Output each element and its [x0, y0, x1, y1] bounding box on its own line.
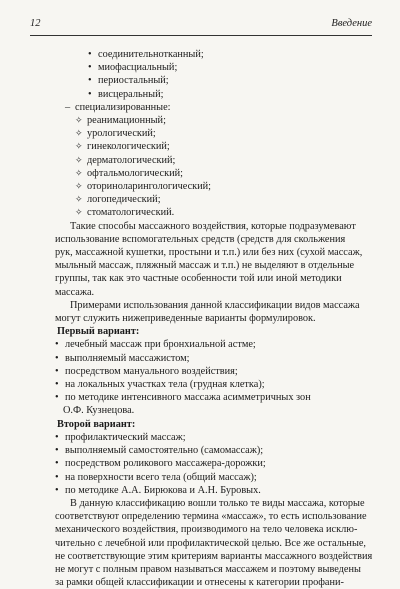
list-item: • выполняемый массажистом; [55, 352, 190, 364]
header-rule [30, 35, 372, 36]
diamond-icon: ✧ [75, 115, 83, 126]
list-item: ✧ урологический; [75, 128, 156, 140]
list-item: • на поверхности всего тела (общий массаж); [55, 471, 257, 483]
list-item: – специализированные: [65, 101, 171, 113]
diamond-icon: ✧ [75, 154, 83, 165]
list-item: ✧ оториноларингологический; [75, 181, 212, 193]
list-item: • профилактический массаж; [55, 431, 186, 443]
list-item: • по методике интенсивного массажа асимметричных зон [55, 392, 311, 404]
diamond-icon: ✧ [75, 128, 83, 139]
list-item: • по методике А.А. Бирюкова и А.Н. Буровых. [55, 484, 261, 496]
running-header [30, 18, 372, 34]
list-item: • висцеральный; [88, 88, 164, 100]
variant-heading: Второй вариант: [57, 418, 136, 430]
list-item: • посредством мануального воздействия; [55, 365, 238, 377]
variant-one [55, 325, 372, 417]
list-item: ✧ дерматологический; [75, 154, 176, 166]
list-item: • миофасциальный; [88, 62, 178, 74]
variant-two [55, 418, 372, 497]
diamond-icon: ✧ [75, 167, 83, 178]
list-item: • лечебный массаж при бронхиальной астме; [55, 339, 256, 351]
list-item: ✧ офтальмологический; [75, 167, 183, 179]
list-item: ✧ логопедический; [75, 194, 161, 206]
diamond-icon: ✧ [75, 181, 83, 192]
top-list [55, 48, 372, 220]
page-body [55, 48, 372, 589]
chapter-title: Введение [331, 18, 372, 29]
diamond-icon: ✧ [75, 207, 83, 218]
page-number: 12 [30, 18, 41, 29]
list-item: • соединительнотканный; [88, 49, 204, 60]
list-item: ✧ стоматологический. [75, 207, 175, 219]
list-item: • выполняемый самостоятельно (самомассаж); [55, 445, 264, 457]
variant-heading: Первый вариант: [57, 326, 140, 338]
diamond-icon: ✧ [75, 194, 83, 205]
list-item: ✧ гинекологический; [75, 141, 170, 153]
list-item-continuation: О.Ф. Кузнецова. [63, 405, 135, 417]
paragraph: В данную классификацию вошли только те виды массажа, которые соответствуют определению термина «массаж», то есть использование механического воздействия, производимого на тело человека исклю- чительно с лечебной или профилактической целью. Все же остальные, не соответствующие этим критериям варианты массажного воздействия не могут с полным правом называться массажем и поэтому выведены за рамки общей классификации и отнесены к категории профани- [55, 497, 373, 589]
paragraph: Примерами использования данной классификации видов массажа могут служить нижеприведенные варианты формулировок. [55, 299, 360, 325]
list-item: • посредством роликового массажера-дорожки; [55, 458, 266, 470]
diamond-icon: ✧ [75, 141, 83, 152]
list-item: ✧ реанимационный; [75, 115, 166, 127]
list-item: • на локальных участках тела (грудная клетка); [55, 379, 265, 391]
paragraph: Такие способы массажного воздействия, которые подразумевают использование вспомогательных средств (средств для скольжения рук, массажной кушетки, простыни и т.п.) или без них (сухой массаж, мыльный массаж, пляжный массаж и т.п.) не выделяют в отдельные группы, так как это частные особенности той или иной методики массажа. [55, 220, 363, 298]
list-item: • периостальный; [88, 75, 169, 87]
